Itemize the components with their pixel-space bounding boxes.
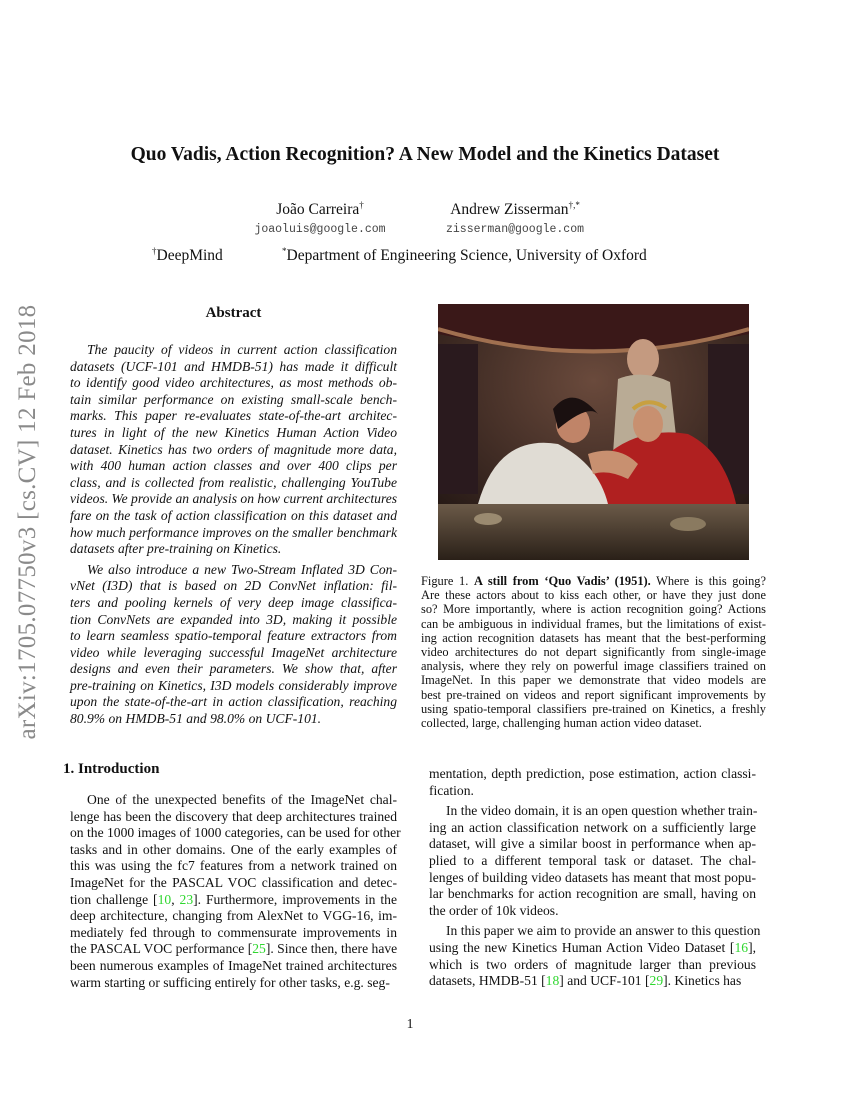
text-span: ImageNet for the PASCAL VOC classification and detec- [70, 874, 397, 890]
text-line [421, 702, 766, 716]
paragraph [70, 342, 397, 558]
text-line [421, 716, 766, 730]
intro-right-column [429, 766, 761, 994]
text-span: ters and pooling kernels of very deep image classifica- [70, 594, 397, 610]
text-line [421, 617, 766, 631]
text-span: plied to a different temporal task or dataset. The chal- [429, 852, 756, 868]
text-line [429, 803, 756, 820]
affil-mark: * [282, 246, 287, 256]
text-line [70, 342, 397, 359]
text-line [429, 886, 756, 903]
text-span: using spatio-temporal classifiers pre-trained on Kinetics, a freshly [421, 701, 766, 716]
page-number: 1 [406, 1016, 414, 1031]
author-2-email: zisserman@google.com [445, 223, 585, 236]
text-span: fication. [429, 782, 474, 798]
text-span: ]. Since then, there have [265, 941, 398, 957]
paragraph [429, 923, 761, 989]
text-line [421, 659, 766, 673]
text-span: on the 1000 images of 1000 categories, can be used for other [70, 825, 401, 841]
author-1 [230, 200, 410, 219]
paper-title: Quo Vadis, Action Recognition? A New Model and the Kinetics Dataset [130, 144, 720, 165]
text-span: mentation, depth prediction, pose estimation, action classi- [429, 766, 756, 781]
affil-name: DeepMind [156, 247, 223, 265]
text-span: warm starting or sufficing entirely for other tasks, e.g. seg- [70, 974, 390, 990]
text-line [429, 820, 756, 837]
text-line [70, 908, 397, 925]
text-line [421, 588, 766, 602]
text-span: this was using the fc7 features from a network trained on [70, 858, 397, 874]
text-line [70, 562, 397, 579]
text-line [70, 711, 397, 728]
text-line [70, 595, 397, 612]
text-line [429, 973, 756, 990]
text-line [421, 688, 766, 702]
text-span: so? More importantly, where is action recognition going? Actions [421, 602, 766, 617]
text-span: lenge has been the discovery that deep architectures trained [70, 808, 397, 824]
paragraph [429, 766, 756, 799]
text-line [429, 766, 756, 783]
text-span: We also introduce a new Two-Stream Inflated 3D Con- [87, 561, 397, 577]
text-span: collected, large, challenging human action video dataset. [421, 715, 702, 730]
text-line [421, 673, 766, 687]
intro-left-column [70, 792, 401, 995]
text-span: , [171, 891, 180, 907]
text-span: can be ambiguous in individual frames, but the limitations of exist- [421, 616, 766, 631]
text-line [70, 541, 397, 558]
citation-link[interactable]: 18 [545, 973, 560, 989]
text-line [70, 875, 397, 892]
affiliation-2 [282, 246, 647, 265]
text-line [70, 645, 397, 662]
text-span: using the new Kinetics Human Action Video Dataset [ [429, 939, 735, 955]
text-line [70, 359, 397, 376]
author-mark: † [359, 200, 364, 210]
figure-caption [421, 574, 766, 730]
text-line [429, 957, 756, 974]
text-span: tures in light of the new Kinetics Human Action Video [70, 424, 397, 440]
text-line [70, 612, 397, 629]
author-2 [420, 200, 610, 219]
abstract-heading: Abstract [205, 305, 262, 321]
text-line [421, 631, 766, 645]
text-span: been numerous examples of ImageNet trained architectures [70, 957, 397, 973]
text-line [429, 836, 756, 853]
text-span: ]. Furthermore, improvements in the [193, 891, 398, 907]
text-line [70, 425, 397, 442]
text-span: A still from ‘Quo Vadis’ (1951). [473, 574, 651, 588]
text-span: lar benchmarks for action recognition are small, having on [429, 886, 756, 902]
text-line [70, 628, 397, 645]
text-span: with 400 human action classes and over 400 clips per [70, 458, 397, 474]
text-line [70, 809, 397, 826]
text-span: how much performance improves on the smaller benchmark [70, 524, 397, 540]
arxiv-stamp: arXiv:1705.07750v3 [cs.CV] 12 Feb 2018 [14, 304, 41, 740]
text-span: ing an action classification network on a sufficiently large [429, 819, 756, 835]
text-span: fare on the task of action classification on this dataset and [70, 507, 397, 523]
author-1-email: joaoluis@google.com [254, 223, 386, 236]
text-span: One of the unexpected benefits of the ImageNet chal- [87, 792, 397, 807]
paragraph [70, 792, 401, 991]
text-line [70, 975, 397, 992]
text-line [70, 458, 397, 475]
text-line [70, 792, 397, 809]
text-span: designs and even their parameters. We show that, after [70, 661, 397, 677]
text-line [421, 645, 766, 659]
text-line [70, 392, 397, 409]
abstract-body [70, 342, 397, 732]
affiliation-1 [152, 246, 223, 265]
text-line [70, 825, 401, 842]
text-line [70, 442, 397, 459]
text-span: marks. This paper re-evaluates state-of-the-art architec- [70, 408, 397, 424]
text-span: In the video domain, it is an open question whether train- [446, 803, 758, 819]
text-span: lenges of building video datasets has meant that most popu- [429, 869, 756, 885]
citation-link[interactable]: 29 [649, 973, 664, 989]
text-span: mediately fed through to commensurate improvements in [70, 924, 397, 940]
figure-image [438, 304, 749, 560]
text-span: vNet (I3D) that is based on 2D ConvNet inflation: fil- [70, 578, 397, 594]
text-span: class, and is collected from realistic, challenging YouTube [70, 474, 397, 490]
text-span: datasets after pre-training on Kinetics. [70, 541, 282, 557]
author-mark: †,* [568, 200, 580, 210]
intro-heading: 1. Introduction [63, 761, 160, 777]
text-line [70, 925, 397, 942]
text-line [70, 491, 397, 508]
citation-link[interactable]: 16 [734, 939, 749, 955]
text-line [421, 574, 766, 588]
text-span: ImageNet. In this paper we demonstrate that video models are [421, 673, 766, 688]
text-span: deep architecture, changing from AlexNet to VGG-16, im- [70, 908, 397, 924]
text-span: tain similar performance on existing small-scale bench- [70, 391, 397, 407]
text-span: ]. Kinetics has [663, 973, 742, 989]
text-span: datasets (UCF-101 and HMDB-51) has made it difficult [70, 358, 397, 374]
text-line [70, 842, 397, 859]
text-span: dataset, will give a similar boost in performance when ap- [429, 836, 756, 852]
text-span: which is two orders of magnitude larger than previous [429, 956, 756, 972]
text-line [70, 375, 397, 392]
text-span: video while leveraging successful ImageNet architecture [70, 644, 397, 660]
text-line [421, 602, 766, 616]
text-line [70, 892, 397, 909]
text-line [429, 940, 756, 957]
affil-name: Department of Engineering Science, University of Oxford [286, 247, 647, 265]
text-span: dataset. Kinetics has two orders of magnitude more data, [70, 441, 397, 457]
text-span: the PASCAL VOC performance [ [70, 941, 253, 957]
text-span: datasets, HMDB-51 [ [429, 973, 546, 989]
text-line [70, 578, 397, 595]
text-span: tion challenge [ [70, 891, 158, 907]
text-line [429, 903, 756, 920]
text-line [70, 475, 397, 492]
text-line [429, 783, 756, 800]
author-name: João Carreira [276, 201, 360, 219]
text-span: to identify good video architectures, as most methods ob- [70, 375, 397, 391]
text-span: ], [748, 939, 756, 955]
text-line [429, 870, 756, 887]
text-span: pre-training on Kinetics, I3D models considerably improve [70, 677, 397, 693]
text-line [70, 694, 397, 711]
text-line [70, 525, 397, 542]
text-span: analysis, where they rely on powerful image classifiers trained on [421, 659, 766, 674]
text-line [429, 923, 761, 940]
text-span: to learn seamless spatio-temporal feature extractors from [70, 628, 397, 644]
text-span: Figure 1. [421, 574, 474, 588]
text-span: tasks and in other domains. One of the early examples of [70, 841, 397, 857]
text-line [70, 661, 397, 678]
author-name: Andrew Zisserman [450, 201, 569, 219]
text-line [70, 941, 397, 958]
text-span: the order of 10k videos. [429, 902, 559, 918]
citation-link[interactable]: 23 [179, 891, 194, 907]
text-span: ing action recognition datasets has meant that the best-performing [421, 630, 766, 645]
text-line [70, 858, 397, 875]
text-line [70, 408, 397, 425]
text-line [70, 508, 397, 525]
text-span: best pre-trained on videos and report significant improvements by [421, 687, 766, 702]
text-span: In this paper we aim to provide an answer to this question [446, 923, 761, 939]
text-line [70, 678, 397, 695]
affil-mark: † [152, 246, 157, 256]
text-span: tion ConvNets are expanded into 3D, making it possible [70, 611, 397, 627]
text-span: upon the state-of-the-art in action classification, reaching [70, 694, 397, 710]
text-span: 80.9% on HMDB-51 and 98.0% on UCF-101. [70, 711, 322, 727]
text-line [70, 958, 397, 975]
paragraph [70, 562, 397, 728]
citation-link[interactable]: 10 [157, 891, 172, 907]
text-span: Are these actors about to kiss each other, or have they just done [421, 588, 766, 603]
text-span: videos. We provide an analysis on how current architectures [70, 491, 398, 507]
text-span: ] and UCF-101 [ [559, 973, 650, 989]
citation-link[interactable]: 25 [252, 941, 266, 957]
text-span: Where is this going? [650, 574, 767, 588]
text-line [429, 853, 756, 870]
text-span: The paucity of videos in current action classification [87, 342, 397, 357]
text-span: video architectures do not depart significantly from single-image [421, 644, 766, 659]
paragraph [429, 803, 756, 919]
